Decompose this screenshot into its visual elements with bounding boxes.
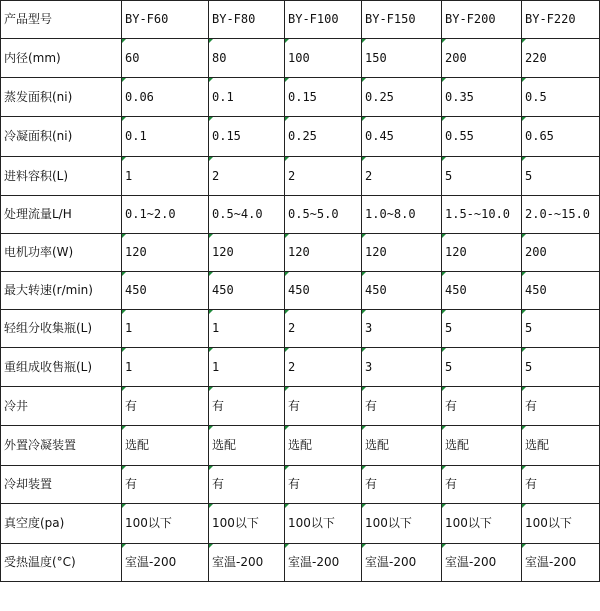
row-label: 重组成收售瓶(L) xyxy=(1,348,122,387)
table-cell: 450 xyxy=(209,272,285,310)
table-cell: 120 xyxy=(122,234,209,272)
header-cell: BY-F200 xyxy=(442,1,522,39)
header-cell: BY-F60 xyxy=(122,1,209,39)
header-cell: BY-F100 xyxy=(285,1,362,39)
table-cell: 有 xyxy=(442,387,522,426)
table-cell: 室温-200 xyxy=(209,544,285,582)
table-cell: 120 xyxy=(362,234,442,272)
table-cell: 室温-200 xyxy=(285,544,362,582)
table-cell: 150 xyxy=(362,39,442,78)
table-cell: 有 xyxy=(522,466,600,504)
table-cell: 5 xyxy=(522,157,600,196)
table-cell: 选配 xyxy=(122,426,209,466)
table-cell: 0.1~2.0 xyxy=(122,196,209,234)
table-cell: 选配 xyxy=(362,426,442,466)
table-row xyxy=(1,426,600,466)
table-cell: 450 xyxy=(122,272,209,310)
table-row xyxy=(1,387,600,426)
table-row xyxy=(1,78,600,117)
table-cell: 100 xyxy=(285,39,362,78)
table-cell: 0.15 xyxy=(285,78,362,117)
table-cell: 450 xyxy=(442,272,522,310)
table-cell: 室温-200 xyxy=(442,544,522,582)
table-cell: 有 xyxy=(285,387,362,426)
table-cell: 2 xyxy=(285,348,362,387)
table-cell: 选配 xyxy=(442,426,522,466)
table-cell: 100以下 xyxy=(122,504,209,544)
row-label: 真空度(pa) xyxy=(1,504,122,544)
table-row xyxy=(1,272,600,310)
table-cell: 选配 xyxy=(285,426,362,466)
table-cell: 2 xyxy=(285,157,362,196)
table-cell: 100以下 xyxy=(522,504,600,544)
table-cell: 0.06 xyxy=(122,78,209,117)
row-label: 外置冷凝装置 xyxy=(1,426,122,466)
table-cell: 0.5~5.0 xyxy=(285,196,362,234)
table-row xyxy=(1,157,600,196)
table-cell: 200 xyxy=(522,234,600,272)
table-row xyxy=(1,466,600,504)
row-label: 冷凝面积(ni) xyxy=(1,117,122,157)
table-cell: 60 xyxy=(122,39,209,78)
table-row xyxy=(1,544,600,582)
table-cell: 120 xyxy=(442,234,522,272)
row-label: 轻组分收集瓶(L) xyxy=(1,310,122,348)
table-cell: 0.15 xyxy=(209,117,285,157)
table-cell: 1 xyxy=(122,310,209,348)
table-row xyxy=(1,39,600,78)
table-cell: 有 xyxy=(209,466,285,504)
table-cell: 450 xyxy=(522,272,600,310)
table-cell: 5 xyxy=(522,348,600,387)
table-cell: 5 xyxy=(442,348,522,387)
row-label: 冷却装置 xyxy=(1,466,122,504)
table-cell: 1 xyxy=(209,348,285,387)
row-label: 进料容积(L) xyxy=(1,157,122,196)
header-cell: 产品型号 xyxy=(1,1,122,39)
table-cell: 室温-200 xyxy=(122,544,209,582)
table-cell: 450 xyxy=(285,272,362,310)
table-cell: 5 xyxy=(442,310,522,348)
table-cell: 0.5 xyxy=(522,78,600,117)
table-cell: 0.5~4.0 xyxy=(209,196,285,234)
table-cell: 5 xyxy=(522,310,600,348)
table-cell: 100以下 xyxy=(362,504,442,544)
table-cell: 3 xyxy=(362,348,442,387)
table-row xyxy=(1,504,600,544)
table-cell: 120 xyxy=(285,234,362,272)
table-cell: 室温-200 xyxy=(362,544,442,582)
table-cell: 2 xyxy=(209,157,285,196)
table-cell: 0.65 xyxy=(522,117,600,157)
table-cell: 2 xyxy=(362,157,442,196)
table-cell: 0.25 xyxy=(285,117,362,157)
table-row xyxy=(1,310,600,348)
table-cell: 有 xyxy=(285,466,362,504)
header-cell: BY-F220 xyxy=(522,1,600,39)
row-label: 蒸发面积(ni) xyxy=(1,78,122,117)
table-cell: 有 xyxy=(362,466,442,504)
table-cell: 100以下 xyxy=(209,504,285,544)
row-label: 最大转速(r/min) xyxy=(1,272,122,310)
row-label: 冷井 xyxy=(1,387,122,426)
table-cell: 0.1 xyxy=(122,117,209,157)
table-cell: 5 xyxy=(442,157,522,196)
table-row xyxy=(1,117,600,157)
table-cell: 2.0-~15.0 xyxy=(522,196,600,234)
table-row xyxy=(1,348,600,387)
table-cell: 选配 xyxy=(209,426,285,466)
table-cell: 室温-200 xyxy=(522,544,600,582)
table-cell: 450 xyxy=(362,272,442,310)
table-cell: 0.25 xyxy=(362,78,442,117)
table-cell: 100以下 xyxy=(285,504,362,544)
table-cell: 0.45 xyxy=(362,117,442,157)
row-label: 处理流量L/H xyxy=(1,196,122,234)
table-cell: 120 xyxy=(209,234,285,272)
table-cell: 0.1 xyxy=(209,78,285,117)
table-cell: 0.35 xyxy=(442,78,522,117)
table-cell: 1 xyxy=(122,348,209,387)
table-cell: 有 xyxy=(442,466,522,504)
header-cell: BY-F80 xyxy=(209,1,285,39)
table-cell: 1.0~8.0 xyxy=(362,196,442,234)
header-row xyxy=(1,1,600,39)
table-cell: 有 xyxy=(362,387,442,426)
table-cell: 2 xyxy=(285,310,362,348)
table-row xyxy=(1,234,600,272)
table-cell: 有 xyxy=(522,387,600,426)
table-cell: 80 xyxy=(209,39,285,78)
table-row xyxy=(1,196,600,234)
row-label: 内径(mm) xyxy=(1,39,122,78)
table-cell: 3 xyxy=(362,310,442,348)
table-cell: 有 xyxy=(209,387,285,426)
table-cell: 100以下 xyxy=(442,504,522,544)
table-cell: 1 xyxy=(209,310,285,348)
table-cell: 220 xyxy=(522,39,600,78)
row-label: 受热温度(°C) xyxy=(1,544,122,582)
table-cell: 有 xyxy=(122,387,209,426)
table-cell: 0.55 xyxy=(442,117,522,157)
table-cell: 有 xyxy=(122,466,209,504)
table-cell: 200 xyxy=(442,39,522,78)
row-label: 电机功率(W) xyxy=(1,234,122,272)
header-cell: BY-F150 xyxy=(362,1,442,39)
table-cell: 1.5-~10.0 xyxy=(442,196,522,234)
table-cell: 1 xyxy=(122,157,209,196)
table-cell: 选配 xyxy=(522,426,600,466)
